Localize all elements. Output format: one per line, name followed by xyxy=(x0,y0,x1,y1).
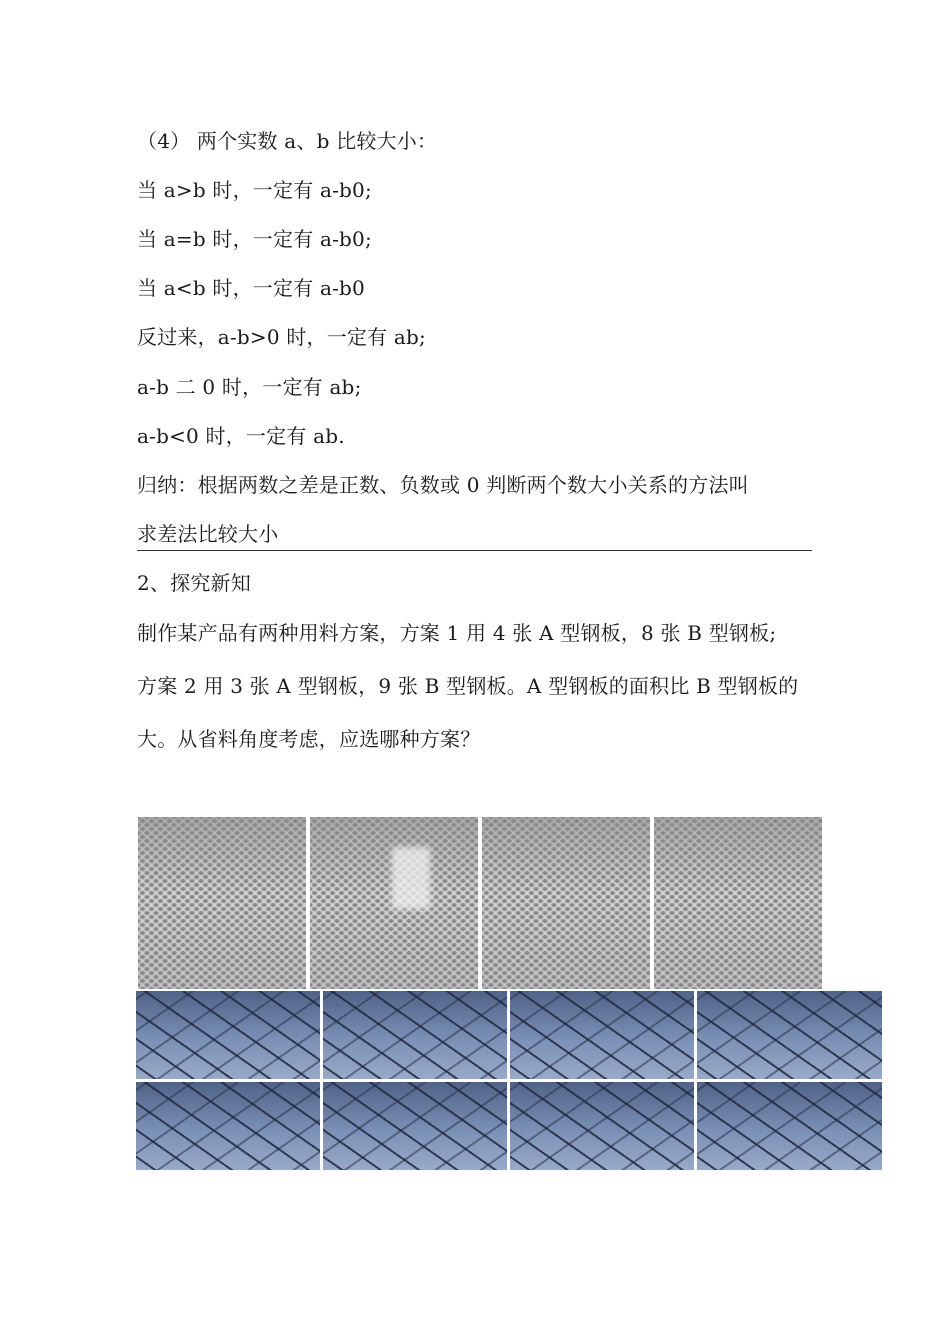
type-b-plate-icon xyxy=(136,991,320,1079)
type-b-plate-icon xyxy=(136,1082,320,1170)
subtopic-heading: （4） 两个实数 a、b 比较大小： xyxy=(137,129,438,153)
type-b-plate-icon xyxy=(323,1082,507,1170)
type-a-plate-icon xyxy=(310,817,478,989)
type-b-plate-icon xyxy=(697,1082,882,1170)
section-heading: 2、探究新知 xyxy=(137,571,251,595)
answer-underline xyxy=(137,550,812,551)
case-equal: 当 a=b 时，一定有 a-b0; xyxy=(137,227,372,251)
type-b-plate-icon xyxy=(323,991,507,1079)
type-b-plate-icon xyxy=(510,1082,694,1170)
case-less: 当 a<b 时，一定有 a-b0 xyxy=(137,276,365,300)
summary-answer: 求差法比较大小 xyxy=(137,522,279,546)
summary-text: 归纳：根据两数之差是正数、负数或 0 判断两个数大小关系的方法叫 xyxy=(137,473,749,497)
problem-line-2: 方案 2 用 3 张 A 型钢板，9 张 B 型钢板。A 型钢板的面积比 B 型钢板的 xyxy=(137,674,799,698)
type-b-plate-icon xyxy=(697,991,882,1079)
case-greater: 当 a>b 时，一定有 a-b0; xyxy=(137,178,372,202)
steel-plates-figure xyxy=(136,817,882,1170)
type-a-plate-icon xyxy=(654,817,822,989)
converse-equal: a-b 二 0 时，一定有 ab; xyxy=(137,375,362,399)
converse-greater: 反过来，a-b>0 时，一定有 ab; xyxy=(137,325,426,349)
type-b-plate-icon xyxy=(510,991,694,1079)
converse-less: a-b<0 时，一定有 ab. xyxy=(137,424,345,448)
type-a-plate-icon xyxy=(482,817,650,989)
type-a-plate-icon xyxy=(138,817,306,989)
problem-line-1: 制作某产品有两种用料方案，方案 1 用 4 张 A 型钢板，8 张 B 型钢板; xyxy=(137,621,777,645)
problem-line-3: 大。从省料角度考虑，应选哪种方案？ xyxy=(137,727,481,751)
